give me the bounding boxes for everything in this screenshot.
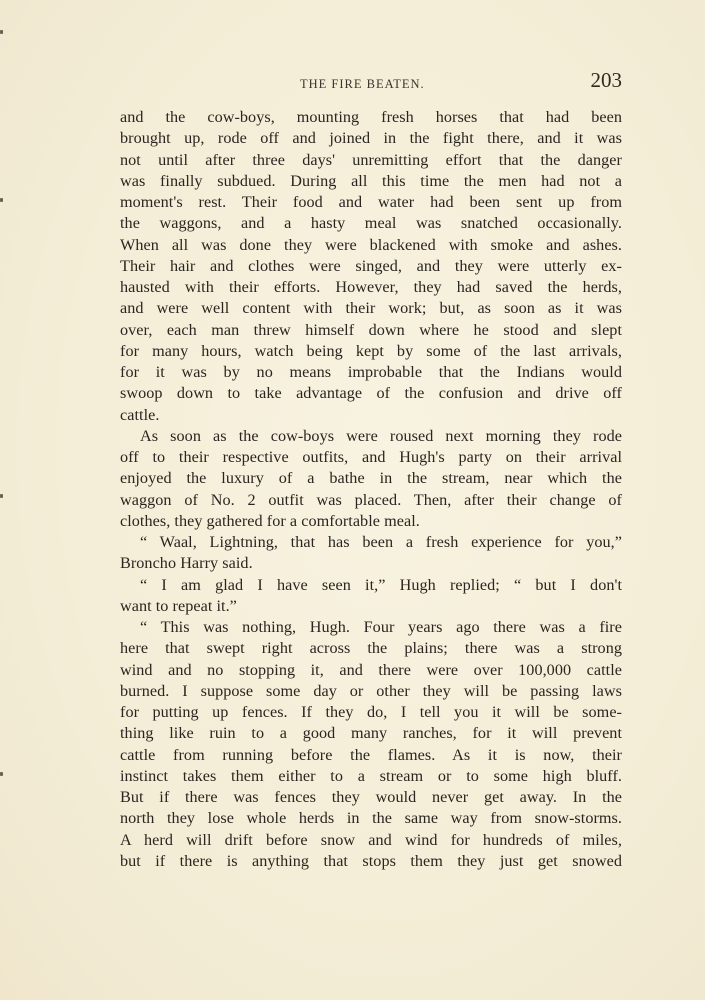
text-line: “ This was nothing, Hugh. Four years ago there was a fire [140, 618, 622, 636]
text-line: brought up, rode off and joined in the fight there, and it was [120, 129, 622, 148]
text-line: waggon of No. 2 outfit was placed. Then, after their change of [120, 490, 622, 509]
text-line: hausted with their efforts. However, they had saved the herds, [120, 278, 622, 296]
text-line: Their hair and clothes were singed, and they were utterly ex- [120, 256, 622, 275]
text-line: cattle. [120, 405, 160, 424]
text-line: instinct takes them either to a stream or to some high bluff. [120, 766, 622, 785]
text-line: enjoyed the luxury of a bathe in the stream, near which the [120, 469, 622, 488]
text-line: was finally subdued. During all this time the men had not a [120, 171, 622, 190]
text-line: A herd will drift before snow and wind for hundreds of miles, [120, 830, 622, 849]
text-line: for putting up fences. If they do, I tell you it will be some- [120, 703, 622, 721]
text-line: moment's rest. Their food and water had been sent up from [120, 193, 622, 211]
text-line: When all was done they were blackened with smoke and ashes. [120, 235, 622, 254]
text-line: off to their respective outfits, and Hugh's party on their arrival [120, 448, 622, 466]
page-number: 203 [590, 68, 622, 92]
text-line: “ I am glad I have seen it,” Hugh replied; “ but I don't [140, 575, 622, 594]
text-line: for it was by no means improbable that the Indians would [120, 363, 622, 381]
text-line: but if there is anything that stops them they just get snowed [120, 851, 622, 870]
margin-mark [0, 494, 3, 498]
body-text [120, 107, 622, 872]
running-title: THE FIRE BEATEN. [300, 77, 425, 91]
text-line: “ Waal, Lightning, that has been a fresh experience for you,” [140, 533, 622, 551]
text-line: clothes, they gathered for a comfortable meal. [120, 511, 420, 530]
text-line: swoop down to take advantage of the confusion and drive off [120, 384, 622, 403]
text-line: As soon as the cow-boys were roused next morning they rode [140, 426, 622, 445]
text-line: and were well content with their work; but, as soon as it was [120, 299, 622, 318]
text-line: thing like ruin to a good many ranches, for it will prevent [120, 724, 622, 743]
text-line: want to repeat it.” [120, 596, 237, 615]
text-line: north they lose whole herds in the same way from snow-storms. [120, 809, 622, 828]
text-line: cattle from running before the flames. As it is now, their [120, 745, 622, 764]
text-line: burned. I suppose some day or other they will be passing laws [120, 681, 622, 700]
text-line: here that swept right across the plains; there was a strong [120, 639, 622, 658]
text-line: the waggons, and a hasty meal was snatched occasionally. [120, 214, 622, 233]
text-line: and the cow-boys, mounting fresh horses that had been [120, 108, 622, 126]
text-line: for many hours, watch being kept by some of the last arrivals, [120, 341, 622, 360]
text-line: But if there was fences they would never get away. In the [120, 788, 622, 806]
page-header [120, 68, 622, 98]
text-line: Broncho Harry said. [120, 554, 253, 573]
text-line: not until after three days' unremitting effort that the danger [120, 150, 622, 169]
margin-mark [0, 198, 3, 202]
text-line: wind and no stopping it, and there were over 100,000 cattle [120, 660, 622, 679]
margin-mark [0, 772, 3, 776]
margin-mark [0, 30, 3, 34]
text-line: over, each man threw himself down where he stood and slept [120, 320, 622, 339]
